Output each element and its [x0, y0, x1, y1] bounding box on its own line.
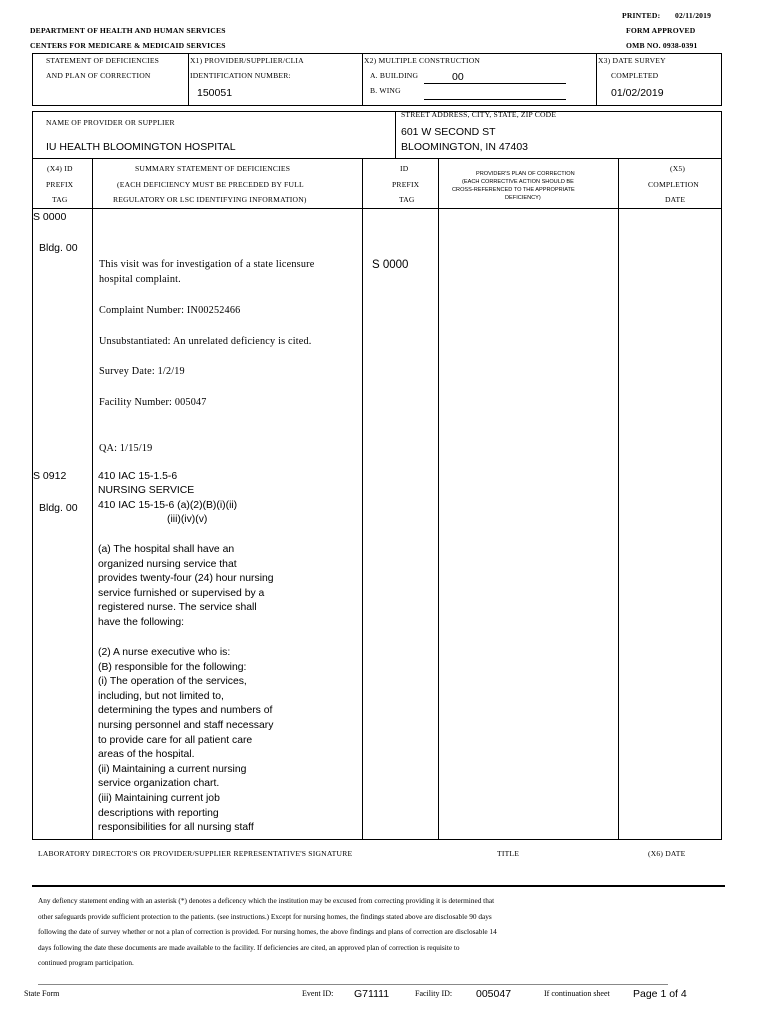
- id-label-1: ID: [400, 164, 409, 173]
- building-value: 00: [452, 71, 464, 83]
- plan-label-1: PROVIDER'S PLAN OF CORRECTION: [476, 171, 575, 177]
- x4-label-2: PREFIX: [46, 180, 74, 189]
- disclaimer-line: following the date of survey whether or not a plan of correction is provided. For nursing homes, the above findings and plans of correction are disclosable 14: [38, 927, 497, 937]
- address-line-1: 601 W SECOND ST: [401, 126, 496, 138]
- disclaimer-line: continued program participation.: [38, 958, 134, 968]
- paragraph-2-line: responsibilities for all nursing staff: [98, 822, 254, 834]
- paragraph-2-line: (2) A nurse executive who is:: [98, 647, 231, 658]
- x5-label-3: DATE: [665, 195, 686, 204]
- disclaimer-line: other safeguards provide sufficient protection to the patients. (see instructions.) Except for nursing homes, the findings stated above are disclosable 90 days: [38, 911, 492, 921]
- tag-prefix-s0912: S 0912: [33, 470, 67, 482]
- title-label: TITLE: [497, 849, 520, 858]
- event-id-label: Event ID:: [302, 989, 334, 998]
- intro-line-2: hospital complaint.: [99, 274, 181, 285]
- centers-title: CENTERS FOR MEDICARE & MEDICAID SERVICES: [30, 41, 226, 50]
- paragraph-a-line: registered nurse. The service shall: [98, 602, 257, 614]
- paragraph-2-line: determining the types and numbers of: [98, 705, 273, 717]
- paragraph-a-line: service furnished or supervised by a: [98, 587, 265, 599]
- unsubstantiated-text: Unsubstantiated: An unrelated deficiency is cited.: [99, 336, 312, 347]
- paragraph-2-line: areas of the hospital.: [98, 749, 195, 761]
- qa-text: QA: 1/15/19: [99, 443, 153, 454]
- paragraph-a-line: have the following:: [98, 616, 185, 628]
- building-s0000: Bldg. 00: [39, 242, 78, 254]
- plan-label-2: (EACH CORRECTIVE ACTION SHOULD BE: [462, 179, 574, 185]
- statement-label-2: AND PLAN OF CORRECTION: [46, 71, 151, 80]
- plan-label-3: CROSS-REFERENCED TO THE APPROPRIATE: [452, 187, 575, 193]
- paragraph-2: [98, 646, 273, 836]
- page-number: Page 1 of 4: [633, 988, 687, 1000]
- regulation-line-1: 410 IAC 15-1.5-6: [98, 471, 178, 482]
- omb-number: OMB NO. 0938-0391: [626, 41, 698, 50]
- address-line-2: BLOOMINGTON, IN 47403: [401, 141, 529, 153]
- x3-label-2: COMPLETED: [611, 71, 659, 80]
- building-label: A. BUILDING: [370, 71, 419, 80]
- summary-label-2: (EACH DEFICIENCY MUST BE PRECEDED BY FULL: [117, 180, 304, 189]
- paragraph-2-line: (i) The operation of the services,: [98, 676, 247, 688]
- x4-label-1: (X4) ID: [47, 164, 73, 173]
- paragraph-2-line: descriptions with reporting: [98, 807, 219, 819]
- disclaimer-line: Any defiency statement ending with an asterisk (*) denotes a deficency which the institution may be excused from correcting providing it is determined that: [38, 896, 495, 905]
- regulation-line-3: 410 IAC 15-15-6 (a)(2)(B)(i)(ii): [98, 500, 238, 511]
- paragraph-2-line: nursing personnel and staff necessary: [98, 719, 274, 731]
- continuation-label: If continuation sheet: [544, 989, 610, 998]
- tag-prefix-s0000: S 0000: [33, 211, 67, 223]
- paragraph-2-line: to provide care for all patient care: [98, 734, 253, 746]
- regulation-line-2: NURSING SERVICE: [98, 485, 195, 496]
- tag-prefix-right-s0000: S 0000: [372, 259, 409, 271]
- survey-date-text: Survey Date: 1/2/19: [99, 366, 185, 377]
- provider-id-value: 150051: [197, 87, 233, 99]
- x6-date-label: (X6) DATE: [648, 849, 686, 858]
- id-label-3: TAG: [399, 195, 415, 204]
- x1-label-2: IDENTIFICATION NUMBER:: [190, 71, 291, 80]
- statement-label-1: STATEMENT OF DEFICIENCIES: [46, 56, 160, 65]
- x3-label-1: X3) DATE SURVEY: [598, 56, 666, 65]
- form-approved: FORM APPROVED: [626, 26, 696, 35]
- paragraph-a-line: (a) The hospital shall have an: [98, 544, 235, 555]
- x1-label-1: X1) PROVIDER/SUPPLIER/CLIA: [190, 56, 304, 65]
- address-label: STREET ADDRESS, CITY, STATE, ZIP CODE: [401, 110, 557, 119]
- x5-label-1: (X5): [670, 164, 686, 173]
- department-title: DEPARTMENT OF HEALTH AND HUMAN SERVICES: [30, 26, 226, 35]
- complaint-number: Complaint Number: IN00252466: [99, 305, 241, 316]
- paragraph-2-line: including, but not limited to,: [98, 690, 224, 702]
- printed-label: PRINTED:: [622, 11, 661, 20]
- paragraph-a-line: organized nursing service that: [98, 558, 237, 570]
- provider-name-label: NAME OF PROVIDER OR SUPPLIER: [46, 118, 175, 127]
- facility-id-label: Facility ID:: [415, 989, 453, 998]
- plan-label-4: DEFICIENCY): [505, 195, 541, 201]
- event-id-value: G71111: [354, 988, 390, 1000]
- intro-line-1: This visit was for investigation of a state licensure: [99, 259, 315, 270]
- summary-label-1: SUMMARY STATEMENT OF DEFICIENCIES: [135, 164, 291, 173]
- paragraph-a-line: provides twenty-four (24) hour nursing: [98, 573, 274, 585]
- x5-label-2: COMPLETION: [648, 180, 699, 189]
- survey-completed-date: 01/02/2019: [611, 87, 664, 99]
- regulation-line-4: (iii)(iv)(v): [167, 514, 208, 525]
- disclaimer: [38, 893, 497, 971]
- disclaimer-line: days following the date these documents are made available to the facility. If deficiencies are cited, an approved plan of correction is requisite to: [38, 942, 460, 952]
- printed-date: 02/11/2019: [675, 11, 712, 20]
- wing-label: B. WING: [370, 86, 401, 95]
- x4-label-3: TAG: [52, 195, 68, 204]
- state-form-label: State Form: [24, 989, 60, 998]
- summary-label-3: REGULATORY OR LSC IDENTIFYING INFORMATION): [113, 195, 307, 204]
- facility-id-value: 005047: [476, 988, 512, 1000]
- paragraph-2-line: service organization chart.: [98, 778, 220, 790]
- building-s0912: Bldg. 00: [39, 502, 78, 514]
- facility-number-text: Facility Number: 005047: [99, 397, 207, 408]
- id-label-2: PREFIX: [392, 180, 420, 189]
- paragraph-2-line: (iii) Maintaining current job: [98, 792, 220, 804]
- paragraph-a: [98, 543, 274, 631]
- paragraph-2-line: (ii) Maintaining a current nursing: [98, 763, 247, 775]
- provider-name-value: IU HEALTH BLOOMINGTON HOSPITAL: [46, 141, 236, 153]
- director-signature-label: LABORATORY DIRECTOR'S OR PROVIDER/SUPPLIER REPRESENTATIVE'S SIGNATURE: [38, 849, 353, 858]
- x2-label: X2) MULTIPLE CONSTRUCTION: [364, 56, 481, 65]
- paragraph-2-line: (B) responsible for the following:: [98, 661, 247, 673]
